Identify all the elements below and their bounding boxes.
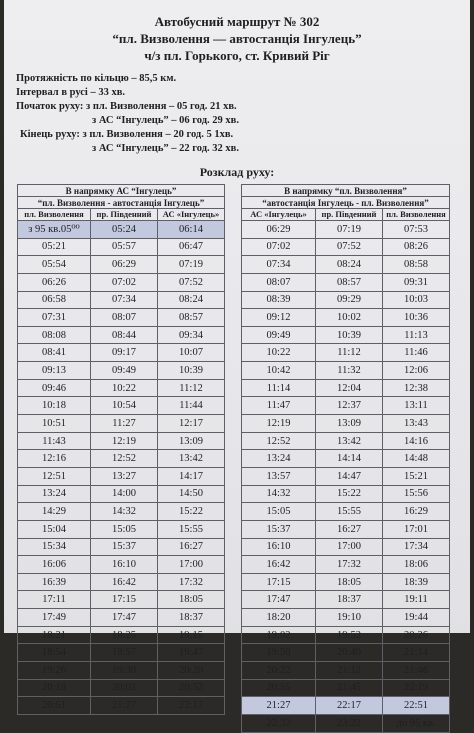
timetable-row — [18, 273, 225, 291]
time-cell: 12:04 — [316, 379, 383, 397]
column-header: пр. Південний — [316, 209, 383, 221]
time-cell: 17:32 — [316, 556, 383, 574]
timetable-row — [18, 609, 225, 627]
time-cell: 09:46 — [18, 379, 91, 397]
time-cell: 19:52 — [316, 626, 383, 644]
timetable-row — [18, 415, 225, 433]
timetable-row — [18, 697, 225, 715]
time-cell: 13:24 — [18, 485, 91, 503]
time-cell: 18:37 — [316, 591, 383, 609]
time-cell: 19:11 — [383, 591, 450, 609]
time-cell: 17:00 — [316, 538, 383, 556]
route-interval: Інтервал в русі – 33 хв. — [16, 87, 125, 98]
time-cell: 08:57 — [158, 309, 225, 327]
time-cell: 06:14 — [158, 221, 225, 239]
time-cell: 17:00 — [158, 556, 225, 574]
timetable-row — [18, 379, 225, 397]
time-cell: 13:09 — [158, 432, 225, 450]
time-cell: 20:02 — [91, 679, 158, 697]
time-cell: 20:20 — [158, 662, 225, 680]
time-cell: 12:52 — [242, 432, 316, 450]
timetable-row — [18, 644, 225, 662]
time-cell: 15:37 — [242, 520, 316, 538]
time-cell: 10:42 — [242, 362, 316, 380]
time-cell: 18:06 — [383, 556, 450, 574]
timetable-row — [242, 432, 450, 450]
schedule-title: Розклад руху: — [199, 165, 275, 179]
time-cell: 11:27 — [91, 415, 158, 433]
timetable-row — [18, 432, 225, 450]
time-cell: 07:19 — [158, 256, 225, 274]
time-cell: 10:36 — [383, 309, 450, 327]
start-time-2: з АС “Інгулець” – 06 год. 29 хв. — [92, 115, 239, 126]
time-cell: 11:12 — [158, 379, 225, 397]
time-cell: 15:56 — [383, 485, 450, 503]
timetable-row — [242, 591, 450, 609]
time-cell: 18:39 — [383, 573, 450, 591]
time-cell: 07:34 — [242, 256, 316, 274]
time-cell: 12:38 — [383, 379, 450, 397]
time-cell: 16:29 — [383, 503, 450, 521]
time-cell: 15:05 — [91, 520, 158, 538]
time-cell: 07:34 — [91, 291, 158, 309]
timetable-row — [242, 256, 450, 274]
timetable-row — [242, 221, 450, 239]
time-cell: 11:46 — [383, 344, 450, 362]
time-cell: 19:26 — [18, 662, 91, 680]
time-cell: 11:12 — [316, 344, 383, 362]
timetable-row — [242, 662, 450, 680]
time-cell: 08:26 — [383, 238, 450, 256]
time-cell: 21:27 — [91, 697, 158, 715]
schedule-table-left — [17, 184, 225, 715]
time-cell: 22:51 — [383, 697, 450, 715]
timetable-row — [18, 362, 225, 380]
timetable-row — [242, 397, 450, 415]
timetable-row — [18, 503, 225, 521]
start-time-1: Початок руху: з пл. Визволення – 05 год. 21 хв. — [16, 101, 237, 112]
time-cell: 07:52 — [316, 238, 383, 256]
time-cell: 06:58 — [18, 291, 91, 309]
time-cell: 17:47 — [91, 609, 158, 627]
time-cell: 20:55 — [242, 679, 316, 697]
time-cell: 14:50 — [158, 485, 225, 503]
time-cell: 19:02 — [242, 626, 316, 644]
timetable-row — [242, 415, 450, 433]
time-cell: 08:24 — [158, 291, 225, 309]
time-cell: 09:49 — [91, 362, 158, 380]
direction-caption: В напрямку “пл. Визволення” — [242, 185, 450, 197]
time-cell: 16:10 — [242, 538, 316, 556]
time-cell: 08:57 — [316, 273, 383, 291]
timetable-row — [242, 238, 450, 256]
time-cell: 13:09 — [316, 415, 383, 433]
timetable-row — [242, 697, 450, 715]
time-cell: 13:24 — [242, 450, 316, 468]
time-cell: 18:05 — [158, 591, 225, 609]
timetable-row — [18, 467, 225, 485]
timetable-row — [18, 485, 225, 503]
time-cell: 10:03 — [383, 291, 450, 309]
time-cell: 15:37 — [91, 538, 158, 556]
route-caption: “автостанція Інгулець - пл. Визволення” — [242, 197, 450, 209]
time-cell: 12:19 — [242, 415, 316, 433]
time-cell: 07:02 — [91, 273, 158, 291]
time-cell: 19:50 — [242, 644, 316, 662]
time-cell: 14:16 — [383, 432, 450, 450]
time-cell: 07:19 — [316, 221, 383, 239]
time-cell: 19:44 — [383, 609, 450, 627]
time-cell: 17:15 — [91, 591, 158, 609]
time-cell: 18:57 — [91, 644, 158, 662]
time-cell: 15:22 — [316, 485, 383, 503]
direction-caption: В напрямку АС “Інгулець” — [18, 185, 225, 197]
time-cell: 05:21 — [18, 238, 91, 256]
time-cell: 13:11 — [383, 397, 450, 415]
timetable-row — [242, 644, 450, 662]
time-cell: 22:19 — [383, 679, 450, 697]
timetable-row — [18, 679, 225, 697]
time-cell: 14:48 — [383, 450, 450, 468]
time-cell: 06:29 — [242, 221, 316, 239]
timetable-row — [242, 679, 450, 697]
time-cell: 05:54 — [18, 256, 91, 274]
time-cell: 14:00 — [91, 485, 158, 503]
timetable-row — [18, 626, 225, 644]
time-cell: 20:22 — [242, 662, 316, 680]
time-cell: 16:27 — [316, 520, 383, 538]
time-cell: 11:44 — [158, 397, 225, 415]
time-cell: 23:22 — [316, 714, 383, 732]
time-cell: 18:05 — [316, 573, 383, 591]
timetable-row — [18, 556, 225, 574]
timetable-row — [242, 520, 450, 538]
time-cell: 13:43 — [383, 415, 450, 433]
time-cell: 09:12 — [242, 309, 316, 327]
time-cell: 14:32 — [91, 503, 158, 521]
time-cell: до 95 кв. — [383, 714, 450, 732]
time-cell: 17:32 — [158, 573, 225, 591]
timetable-row — [242, 291, 450, 309]
column-header: пл. Визволення — [18, 209, 91, 221]
time-cell: 20:52 — [158, 679, 225, 697]
timetable-sheet — [4, 0, 470, 729]
time-cell: 08:41 — [18, 344, 91, 362]
timetable-row — [242, 379, 450, 397]
time-cell: 06:47 — [158, 238, 225, 256]
time-cell: 15:55 — [158, 520, 225, 538]
time-cell: 17:49 — [18, 609, 91, 627]
timetable-row — [18, 326, 225, 344]
time-cell: 12:37 — [316, 397, 383, 415]
column-header: пл. Визволення — [383, 209, 450, 221]
time-cell: 14:32 — [242, 485, 316, 503]
route-endpoints: “пл. Визволення — автостанція Інгулець” — [112, 31, 362, 46]
end-time-1: Кінець руху: з пл. Визволення – 20 год. 5 1хв. — [20, 129, 234, 140]
time-cell: 21:46 — [383, 662, 450, 680]
timetable-row — [18, 538, 225, 556]
time-cell: 08:24 — [316, 256, 383, 274]
time-cell: 16:39 — [18, 573, 91, 591]
timetable-row — [242, 538, 450, 556]
schedule-table-right — [241, 184, 450, 733]
time-cell: 16:42 — [91, 573, 158, 591]
time-cell: 10:39 — [316, 326, 383, 344]
time-cell: 10:07 — [158, 344, 225, 362]
time-cell: 10:51 — [18, 415, 91, 433]
time-cell: 10:02 — [316, 309, 383, 327]
time-cell: 16:06 — [18, 556, 91, 574]
timetable-row — [18, 344, 225, 362]
time-cell: 11:43 — [18, 432, 91, 450]
time-cell: 13:42 — [158, 450, 225, 468]
time-cell: 20:26 — [383, 626, 450, 644]
timetable-row — [242, 467, 450, 485]
time-cell: 22:32 — [242, 714, 316, 732]
time-cell: 08:44 — [91, 326, 158, 344]
time-cell: 14:17 — [158, 467, 225, 485]
time-cell: 08:58 — [383, 256, 450, 274]
time-cell: 08:07 — [91, 309, 158, 327]
timetable-row — [242, 573, 450, 591]
time-cell: 14:47 — [316, 467, 383, 485]
time-cell: 13:42 — [316, 432, 383, 450]
time-cell: 05:24 — [91, 221, 158, 239]
time-cell: 12:16 — [18, 450, 91, 468]
time-cell: 11:14 — [242, 379, 316, 397]
time-cell: 16:10 — [91, 556, 158, 574]
time-cell: 19:10 — [316, 609, 383, 627]
time-cell: 16:42 — [242, 556, 316, 574]
time-cell: 07:31 — [18, 309, 91, 327]
time-cell: 17:01 — [383, 520, 450, 538]
time-cell: 16:27 — [158, 538, 225, 556]
time-cell: 11:32 — [316, 362, 383, 380]
time-cell: 09:49 — [242, 326, 316, 344]
time-cell: 20:19 — [18, 679, 91, 697]
timetable-row — [242, 362, 450, 380]
time-cell: 13:27 — [91, 467, 158, 485]
column-header: АС «Інгулець» — [242, 209, 316, 221]
timetable-row — [242, 503, 450, 521]
time-cell: 08:39 — [242, 291, 316, 309]
time-cell: 12:52 — [91, 450, 158, 468]
time-cell: 18:21 — [18, 626, 91, 644]
timetable-row — [18, 397, 225, 415]
time-cell: 06:29 — [91, 256, 158, 274]
time-cell: 10:54 — [91, 397, 158, 415]
time-cell: 18:54 — [18, 644, 91, 662]
time-cell: 11:13 — [383, 326, 450, 344]
time-cell: 09:13 — [18, 362, 91, 380]
route-title: Автобусний маршрут № 302 — [154, 14, 320, 29]
time-cell: 12:06 — [383, 362, 450, 380]
time-cell: 18:37 — [158, 609, 225, 627]
time-cell: 12:19 — [91, 432, 158, 450]
time-cell: 19:30 — [91, 662, 158, 680]
timetable-row — [242, 626, 450, 644]
time-cell: 09:34 — [158, 326, 225, 344]
timetable-row — [18, 591, 225, 609]
time-cell: 17:34 — [383, 538, 450, 556]
time-cell: 20:51 — [18, 697, 91, 715]
time-cell: 10:22 — [242, 344, 316, 362]
time-cell: з 95 кв.05⁰⁰ — [18, 221, 91, 239]
timetable-row — [18, 520, 225, 538]
timetable-row — [242, 714, 450, 732]
time-cell: 06:26 — [18, 273, 91, 291]
time-cell: 20:40 — [316, 644, 383, 662]
time-cell: 15:22 — [158, 503, 225, 521]
route-length: Протяжність по кільцю – 85,5 км. — [16, 73, 177, 84]
time-cell: 21:45 — [316, 679, 383, 697]
time-cell: 12:17 — [158, 415, 225, 433]
time-cell: 11:47 — [242, 397, 316, 415]
timetable-row — [18, 450, 225, 468]
timetable-row — [18, 309, 225, 327]
column-header: пр. Південний — [91, 209, 158, 221]
timetable-row — [242, 556, 450, 574]
time-cell: 15:34 — [18, 538, 91, 556]
time-cell: 05:57 — [91, 238, 158, 256]
time-cell: 09:29 — [316, 291, 383, 309]
time-cell: 08:07 — [242, 273, 316, 291]
timetable-row — [242, 309, 450, 327]
time-cell: 17:11 — [18, 591, 91, 609]
time-cell: 14:14 — [316, 450, 383, 468]
time-cell: 15:55 — [316, 503, 383, 521]
time-cell: 21:12 — [316, 662, 383, 680]
timetable-row — [18, 256, 225, 274]
time-cell: 19:15 — [158, 626, 225, 644]
time-cell: 17:15 — [242, 573, 316, 591]
time-cell: 09:31 — [383, 273, 450, 291]
time-cell: 14:29 — [18, 503, 91, 521]
time-cell: 07:02 — [242, 238, 316, 256]
timetable-row — [18, 291, 225, 309]
end-time-2: з АС “Інгулець” – 22 год. 32 хв. — [92, 143, 239, 154]
time-cell: 18:20 — [242, 609, 316, 627]
time-cell: 19:47 — [158, 644, 225, 662]
timetable-row — [18, 662, 225, 680]
timetable-row — [18, 238, 225, 256]
timetable-row — [18, 221, 225, 239]
time-cell: 07:53 — [383, 221, 450, 239]
time-cell: 07:52 — [158, 273, 225, 291]
time-cell: 10:18 — [18, 397, 91, 415]
time-cell: 09:17 — [91, 344, 158, 362]
time-cell: 21:27 — [242, 697, 316, 715]
timetable-row — [242, 344, 450, 362]
time-cell: 10:39 — [158, 362, 225, 380]
time-cell: 22:17 — [158, 697, 225, 715]
time-cell: 08:08 — [18, 326, 91, 344]
timetable-row — [242, 609, 450, 627]
route-via: ч/з пл. Горького, ст. Кривий Ріг — [144, 48, 330, 63]
time-cell: 15:05 — [242, 503, 316, 521]
time-cell: 15:04 — [18, 520, 91, 538]
time-cell: 10:22 — [91, 379, 158, 397]
route-caption: “пл. Визволення - автостанція Інгулець” — [18, 197, 225, 209]
time-cell: 17:47 — [242, 591, 316, 609]
time-cell: 15:21 — [383, 467, 450, 485]
timetable-row — [18, 573, 225, 591]
time-cell: 12:51 — [18, 467, 91, 485]
timetable-row — [242, 326, 450, 344]
timetable-row — [242, 450, 450, 468]
time-cell: 21:14 — [383, 644, 450, 662]
timetable-row — [242, 273, 450, 291]
column-header: АС «Інгулець» — [158, 209, 225, 221]
time-cell: 22:17 — [316, 697, 383, 715]
time-cell: 18:25 — [91, 626, 158, 644]
time-cell: 13:57 — [242, 467, 316, 485]
timetable-row — [242, 485, 450, 503]
